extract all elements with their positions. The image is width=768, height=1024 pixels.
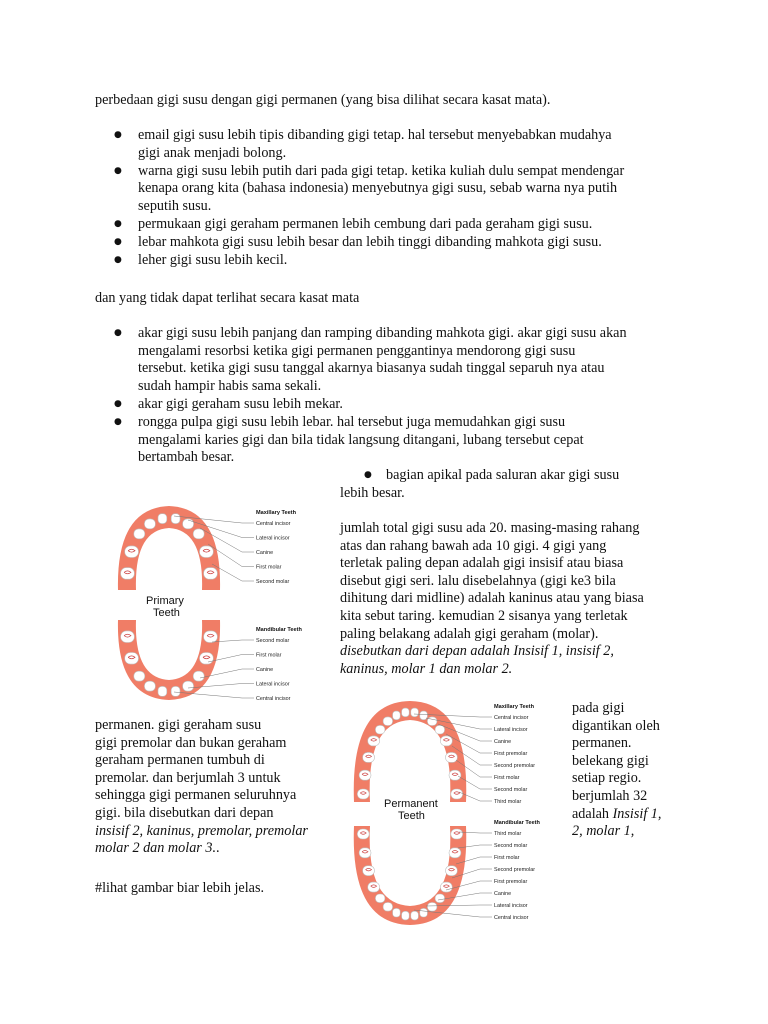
primary-title-line1: Primary <box>146 595 184 607</box>
list-item <box>114 127 674 162</box>
bullet: ● <box>114 219 122 229</box>
tooth <box>411 708 419 717</box>
italic-text: molar 2 dan molar 3. <box>95 840 216 857</box>
paragraph-line: atas dan rahang bawah ada 10 gigi. 4 gigi yang <box>340 537 607 554</box>
list-item-line: sudah hampir habis sama sekali. <box>138 377 322 394</box>
paragraph-line: jumlah total gigi susu ada 20. masing-masing rahang <box>340 520 640 536</box>
tooth <box>121 568 135 580</box>
tooth-label: First molar <box>256 564 282 571</box>
paragraph-line <box>572 806 692 824</box>
primary-lower-arch <box>118 620 220 700</box>
list-item-line: mengalami karies gigi dan bila tidak langsung ditangani, lubang tersebut cepat <box>138 431 584 448</box>
paragraph-line: permanen. <box>572 735 632 752</box>
list-item-line: bertambah besar. <box>138 449 235 466</box>
bullet: ● <box>114 130 122 140</box>
tooth <box>134 529 145 539</box>
paragraph-line <box>572 823 692 841</box>
adalah-text: adalah <box>572 805 613 822</box>
paragraph-line: sehingga gigi permanen seluruhnya <box>95 787 297 804</box>
tooth <box>375 894 385 903</box>
list-item-line: tersebut. ketika gigi susu tanggal akarnya biasanya sudah tinggal separuh nya atau <box>138 360 605 377</box>
tooth <box>383 717 393 726</box>
tooth <box>200 653 214 665</box>
list-item <box>114 252 674 270</box>
tooth <box>435 894 445 903</box>
tooth <box>134 671 145 681</box>
tooth-label: Second premolar <box>494 763 536 769</box>
tooth-label: Central incisor <box>256 696 291 702</box>
tooth-label: First molar <box>494 855 520 861</box>
apical-item <box>340 467 670 502</box>
paragraph-line: pada gigi <box>572 700 625 716</box>
bullet: ● <box>114 255 122 266</box>
paragraph-line: disebutkan dari depan adalah Insisif 1, insisif 2, <box>340 643 614 660</box>
tooth <box>144 519 155 529</box>
tooth <box>158 686 167 696</box>
tooth <box>204 568 218 580</box>
tooth <box>183 681 194 691</box>
tooth <box>393 908 401 917</box>
paragraph-line: kita sebut taring. kemudian 2 sisanya yang terletak <box>340 607 628 624</box>
bullet: ● <box>114 165 122 176</box>
permanent-upper-heading: Maxillary Teeth <box>494 704 534 710</box>
tooth <box>171 686 180 696</box>
primary-lower-heading: Mandibular Teeth <box>256 627 302 633</box>
italic-text: insisif 2, kaninus, premolar, premolar <box>95 822 308 839</box>
bullet: ● <box>114 328 122 338</box>
doc-subheading: dan yang tidak dapat terlihat secara kasat mata <box>95 290 360 306</box>
paragraph-line <box>95 823 340 841</box>
tooth-label: First premolar <box>494 879 528 885</box>
tooth <box>420 711 428 720</box>
list-item-line: permukaan gigi geraham permanen lebih cembung dari pada geraham gigi susu. <box>138 216 593 232</box>
list-item-line: seputih susu. <box>138 197 212 214</box>
tooth <box>411 911 419 920</box>
tooth <box>204 631 218 643</box>
paragraph-line: paling belakang adalah gigi geraham (molar). <box>340 625 599 642</box>
tooth <box>171 514 180 524</box>
tooth <box>193 671 204 681</box>
bullet: ● <box>114 237 122 248</box>
right-paragraph <box>340 520 680 678</box>
upper-gum <box>354 701 467 802</box>
list-item <box>114 216 674 234</box>
tooth <box>158 514 167 524</box>
tooth <box>125 546 139 558</box>
list-item <box>114 414 674 467</box>
list-item-line: akar gigi susu lebih panjang dan ramping dibanding mahkota gigi. akar gigi susu akan <box>138 325 627 341</box>
paragraph-line: setiap regio. <box>572 770 642 787</box>
italic-text: 2, molar 1, <box>572 823 635 840</box>
paragraph-line: berjumlah 32 <box>572 787 648 804</box>
tooth <box>435 725 445 734</box>
tooth <box>427 717 437 726</box>
tooth-label: Second premolar <box>494 867 536 873</box>
paragraph-line <box>95 840 340 858</box>
permanent-upper-arch <box>354 701 467 802</box>
tooth-label: Central incisor <box>494 715 529 721</box>
tooth <box>144 681 155 691</box>
italic-text: Insisif 1, <box>612 805 662 822</box>
list-item-line: warna gigi susu lebih putih dari pada gigi tetap. ketika kuliah dulu sempat mendengar <box>138 162 625 179</box>
tooth <box>402 911 410 920</box>
paragraph-line: terletak paling depan adalah gigi insisif atau biasa <box>340 555 624 572</box>
list-item-line: email gigi susu lebih tipis dibanding gigi tetap. hal tersebut menyebabkan mudahya <box>138 127 612 143</box>
tooth <box>402 708 410 717</box>
list-item-line: akar gigi geraham susu lebih mekar. <box>138 395 343 412</box>
paragraph-line: digantikan oleh <box>572 717 660 734</box>
tooth-label: Lateral incisor <box>494 903 528 909</box>
list-item-line: gigi anak menjadi bolong. <box>138 144 287 161</box>
list-item <box>114 234 674 252</box>
paragraph-line: disebut gigi seri. lalu disebelahnya (gigi ke3 bila <box>340 572 616 589</box>
tooth <box>420 908 428 917</box>
paragraph-line: dihitung dari midline) adalah kaninus atau yang biasa <box>340 590 644 607</box>
paragraph-line: gigi. bila disebutkan dari depan <box>95 804 274 821</box>
tooth-label: Canine <box>494 891 512 897</box>
tooth-label: First premolar <box>494 751 528 757</box>
paragraph-line: gigi premolar dan bukan geraham <box>95 734 287 751</box>
apical-line-2: lebih besar. <box>340 484 405 501</box>
list-item-line: kenapa orang kita (bahasa indonesia) menyebutnya gigi susu, sebab warna nya putih <box>138 180 618 197</box>
bullet: ● <box>114 398 122 409</box>
tooth-label: Second molar <box>494 843 528 849</box>
tooth-label: Third molar <box>494 831 522 837</box>
right-narrow-paragraph <box>572 700 692 841</box>
left-bottom-paragraph <box>95 717 340 858</box>
paragraph-line: geraham permanen tumbuh di <box>95 752 265 769</box>
paragraph-line: kaninus, molar 1 dan molar 2. <box>340 660 513 677</box>
primary-teeth-diagram <box>104 500 334 705</box>
tooth-label: Canine <box>494 739 512 745</box>
bullet: ● <box>114 417 122 427</box>
tooth-label: First molar <box>256 652 282 659</box>
tooth <box>393 711 401 720</box>
tooth <box>383 903 393 912</box>
tooth-label: Central incisor <box>494 915 529 921</box>
tooth-label: Canine <box>256 667 274 673</box>
primary-upper-arch <box>118 506 220 590</box>
tooth <box>125 653 139 665</box>
permanent-title-line1: Permanent <box>384 798 438 810</box>
tooth-label: Lateral incisor <box>256 681 290 688</box>
tooth <box>200 546 214 558</box>
see-image-note: #lihat gambar biar lebih jelas. <box>95 880 265 896</box>
list-item-line: lebar mahkota gigi susu lebih besar dan lebih tinggi dibanding mahkota gigi susu. <box>138 234 602 251</box>
list-item-line: leher gigi susu lebih kecil. <box>138 252 288 269</box>
permanent-title-line2: Teeth <box>398 810 425 822</box>
tooth-label: Third molar <box>494 799 522 805</box>
list-item-line: mengalami resorbsi ketika gigi permanen penggantinya mendorong gigi susu <box>138 342 576 359</box>
tooth-label: Central incisor <box>256 521 291 527</box>
bullet: ● <box>364 470 372 480</box>
tooth-label: First molar <box>494 775 520 781</box>
paragraph-line: belekang gigi <box>572 752 649 769</box>
period: . <box>216 840 220 857</box>
tooth <box>427 903 437 912</box>
primary-upper-heading: Maxillary Teeth <box>256 510 296 516</box>
list-item <box>114 163 674 216</box>
list-item-line: rongga pulpa gigi susu lebih lebar. hal tersebut juga memudahkan gigi susu <box>138 414 566 430</box>
permanent-teeth-diagram <box>342 698 562 928</box>
tooth-label: Second molar <box>256 579 290 585</box>
tooth-label: Second molar <box>256 638 290 644</box>
tooth <box>375 725 385 734</box>
apical-line-1: bagian apikal pada saluran akar gigi susu <box>386 467 620 483</box>
paragraph-line: premolar. dan berjumlah 3 untuk <box>95 769 281 786</box>
primary-title-line2: Teeth <box>153 607 180 619</box>
tooth-label: Lateral incisor <box>256 535 290 542</box>
tooth <box>193 529 204 539</box>
permanent-lower-arch <box>354 826 467 925</box>
tooth-label: Second molar <box>494 787 528 793</box>
permanent-lower-heading: Mandibular Teeth <box>494 820 540 826</box>
doc-heading: perbedaan gigi susu dengan gigi permanen (yang bisa dilihat secara kasat mata). <box>95 92 551 108</box>
tooth-label: Lateral incisor <box>494 727 528 733</box>
paragraph-line: permanen. gigi geraham susu <box>95 717 262 733</box>
list-item <box>114 396 674 414</box>
tooth <box>183 519 194 529</box>
tooth-label: Canine <box>256 550 274 556</box>
list-item <box>114 325 674 395</box>
tooth <box>121 631 135 643</box>
